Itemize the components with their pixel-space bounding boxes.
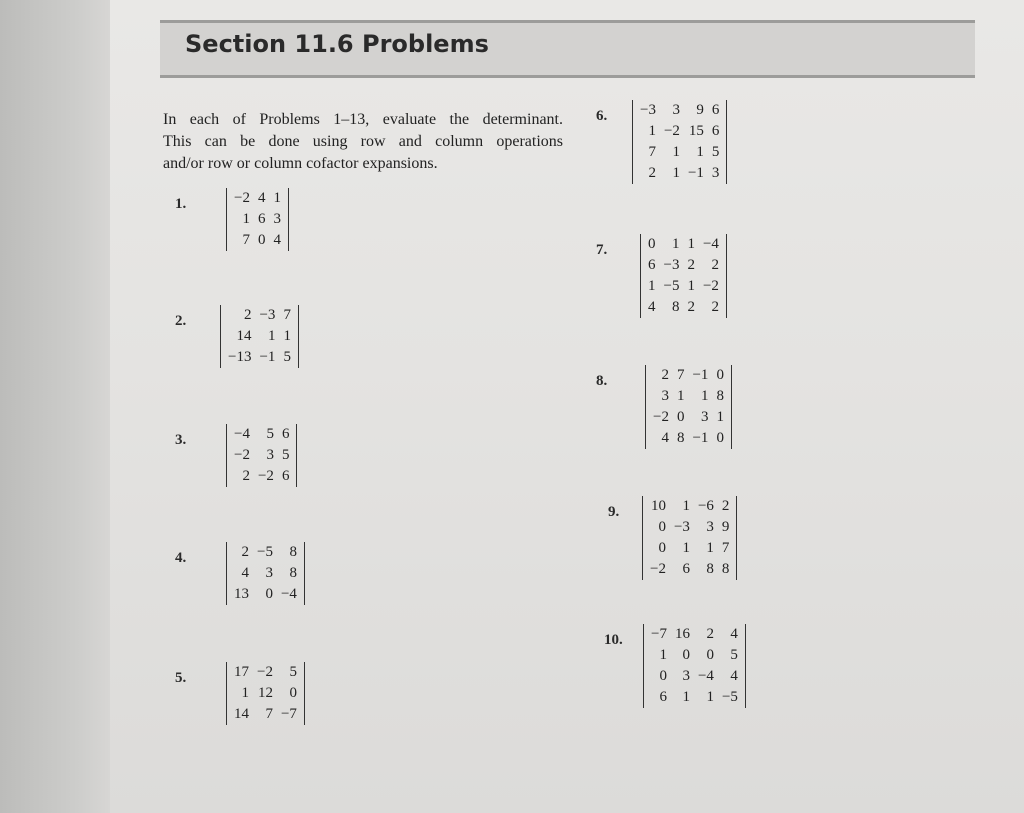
matrix-entry: 6 — [281, 468, 290, 484]
problem-number: 6. — [596, 108, 608, 124]
determinant-matrix — [226, 424, 297, 487]
matrix-entry: 1 — [682, 689, 690, 705]
problem-number: 1. — [175, 196, 187, 212]
matrix-entry: 0 — [289, 685, 297, 701]
matrix-entry: 7 — [283, 307, 291, 323]
problem-number: 9. — [608, 504, 620, 520]
problem-number: 8. — [596, 373, 608, 389]
matrix-entry: 2 — [687, 257, 695, 273]
matrix-entry: 3 — [672, 102, 680, 118]
matrix-entry: 0 — [682, 647, 690, 663]
problem-number: 3. — [175, 432, 187, 448]
matrix-entry: 4 — [730, 626, 738, 642]
matrix-entry: −1 — [259, 349, 276, 365]
matrix-entry: 3 — [265, 565, 273, 581]
matrix-entry: −6 — [697, 498, 714, 514]
matrix-entry: 2 — [711, 299, 719, 315]
problem-number: 2. — [175, 313, 187, 329]
matrix-entry: 9 — [721, 519, 730, 535]
determinant-matrix — [640, 234, 727, 318]
matrix-entry: 1 — [648, 123, 656, 139]
matrix-entry: −2 — [257, 664, 273, 680]
matrix-entry: 3 — [706, 519, 714, 535]
determinant-matrix — [645, 365, 732, 449]
matrix-entry: 7 — [242, 232, 250, 248]
matrix-entry: 1 — [706, 689, 714, 705]
matrix-entry: −2 — [663, 123, 680, 139]
matrix-entry: 8 — [721, 561, 730, 577]
matrix-entry: 7 — [721, 540, 730, 556]
instructions-line: This can be done using row and column operations — [163, 133, 563, 150]
matrix-entry: −1 — [692, 430, 709, 446]
determinant-matrix — [226, 542, 305, 605]
matrix-entry: 5 — [283, 349, 291, 365]
matrix-entry: 1 — [671, 236, 680, 252]
matrix-entry: 4 — [241, 565, 249, 581]
section-title: Section 11.6 Problems — [185, 30, 489, 58]
matrix-entry: 16 — [674, 626, 690, 642]
matrix-entry: −3 — [640, 102, 656, 118]
matrix-entry: 1 — [696, 144, 704, 160]
problem-number: 7. — [596, 242, 608, 258]
matrix-entry: 10 — [650, 498, 666, 514]
matrix-entry: 1 — [659, 647, 667, 663]
matrix-entry: 5 — [730, 647, 738, 663]
matrix-entry: 0 — [257, 232, 266, 248]
matrix-entry: 3 — [266, 447, 274, 463]
matrix-entry: 5 — [289, 664, 297, 680]
matrix-entry: 0 — [658, 540, 666, 556]
matrix-entry: −2 — [702, 278, 719, 294]
matrix-entry: 7 — [648, 144, 656, 160]
matrix-entry: 0 — [648, 236, 656, 252]
matrix-entry: 1 — [672, 165, 680, 181]
matrix-entry: 0 — [676, 409, 685, 425]
matrix-entry: 4 — [648, 299, 656, 315]
matrix-entry: 1 — [687, 278, 695, 294]
matrix-entry: 8 — [289, 565, 297, 581]
instructions-line: In each of Problems 1–13, evaluate the determinant. — [163, 111, 563, 128]
matrix-entry: 0 — [716, 430, 724, 446]
matrix-entry: −5 — [257, 544, 273, 560]
matrix-entry: 14 — [234, 706, 249, 722]
matrix-entry: 2 — [711, 257, 719, 273]
matrix-entry: −4 — [234, 426, 250, 442]
matrix-entry: 8 — [706, 561, 714, 577]
matrix-entry: −4 — [697, 668, 714, 684]
matrix-entry: 2 — [721, 498, 730, 514]
matrix-entry: 3 — [711, 165, 720, 181]
matrix-entry: 1 — [273, 190, 281, 206]
determinant-matrix — [226, 662, 305, 725]
matrix-entry: 12 — [257, 685, 273, 701]
matrix-entry: 1 — [682, 498, 690, 514]
problem-number: 10. — [604, 632, 623, 648]
matrix-entry: −2 — [257, 468, 274, 484]
problem-number: 5. — [175, 670, 187, 686]
page-gutter — [0, 0, 110, 813]
matrix-entry: −2 — [234, 190, 250, 206]
matrix-entry: 1 — [676, 388, 685, 404]
instructions-line: and/or row or column cofactor expansions. — [163, 155, 438, 172]
matrix-entry: 4 — [257, 190, 266, 206]
matrix-entry: 1 — [267, 328, 276, 344]
matrix-entry: −2 — [650, 561, 666, 577]
matrix-entry: −3 — [673, 519, 690, 535]
matrix-entry: 2 — [661, 367, 669, 383]
matrix-entry: 3 — [700, 409, 709, 425]
matrix-entry: −5 — [663, 278, 680, 294]
matrix-entry: 14 — [236, 328, 252, 344]
matrix-entry: 1 — [242, 211, 250, 227]
matrix-entry: 1 — [682, 540, 690, 556]
matrix-entry: 1 — [716, 409, 724, 425]
matrix-entry: 0 — [265, 586, 273, 602]
matrix-entry: −1 — [692, 367, 709, 383]
matrix-entry: 6 — [257, 211, 266, 227]
matrix-entry: −3 — [663, 257, 680, 273]
matrix-entry: −13 — [228, 349, 252, 365]
matrix-entry: −5 — [721, 689, 738, 705]
matrix-entry: 0 — [706, 647, 714, 663]
determinant-matrix — [643, 624, 746, 708]
matrix-entry: 2 — [242, 468, 250, 484]
matrix-entry: 6 — [682, 561, 690, 577]
matrix-entry: 6 — [711, 123, 720, 139]
matrix-entry: −1 — [687, 165, 704, 181]
matrix-entry: 2 — [243, 307, 252, 323]
matrix-entry: 2 — [687, 299, 695, 315]
determinant-matrix — [220, 305, 299, 368]
matrix-entry: −3 — [259, 307, 276, 323]
matrix-entry: 6 — [648, 257, 656, 273]
matrix-entry: 1 — [283, 328, 291, 344]
matrix-entry: 4 — [730, 668, 738, 684]
determinant-matrix — [632, 100, 727, 184]
matrix-entry: −4 — [280, 586, 297, 602]
matrix-entry: 7 — [265, 706, 273, 722]
matrix-entry: 4 — [661, 430, 669, 446]
matrix-entry: −7 — [651, 626, 667, 642]
instructions — [163, 109, 563, 175]
determinant-matrix — [642, 496, 737, 580]
matrix-entry: 8 — [676, 430, 685, 446]
matrix-entry: 0 — [659, 668, 667, 684]
matrix-entry: 6 — [711, 102, 720, 118]
matrix-entry: 6 — [281, 426, 290, 442]
matrix-entry: 17 — [234, 664, 249, 680]
matrix-entry: 7 — [676, 367, 685, 383]
matrix-entry: 2 — [706, 626, 714, 642]
matrix-entry: 1 — [687, 236, 695, 252]
matrix-entry: 8 — [671, 299, 680, 315]
matrix-entry: 3 — [682, 668, 690, 684]
matrix-entry: 4 — [273, 232, 281, 248]
matrix-entry: −4 — [702, 236, 719, 252]
matrix-entry: 1 — [241, 685, 249, 701]
matrix-entry: 8 — [716, 388, 724, 404]
matrix-entry: 5 — [266, 426, 274, 442]
matrix-entry: 1 — [648, 278, 656, 294]
problem-number: 4. — [175, 550, 187, 566]
matrix-entry: −7 — [280, 706, 297, 722]
matrix-entry: 13 — [234, 586, 249, 602]
matrix-entry: 3 — [661, 388, 669, 404]
matrix-entry: 5 — [711, 144, 720, 160]
matrix-entry: 2 — [241, 544, 249, 560]
determinant-matrix — [226, 188, 289, 251]
matrix-entry: 9 — [696, 102, 704, 118]
matrix-entry: 0 — [716, 367, 724, 383]
matrix-entry: 3 — [273, 211, 281, 227]
matrix-entry: −2 — [234, 447, 250, 463]
matrix-entry: −2 — [653, 409, 669, 425]
matrix-entry: 2 — [648, 165, 656, 181]
matrix-entry: 1 — [706, 540, 714, 556]
matrix-entry: 15 — [688, 123, 704, 139]
matrix-entry: 8 — [289, 544, 297, 560]
matrix-entry: 1 — [700, 388, 709, 404]
matrix-entry: 6 — [659, 689, 667, 705]
matrix-entry: 5 — [281, 447, 290, 463]
matrix-entry: 1 — [672, 144, 680, 160]
matrix-entry: 0 — [658, 519, 666, 535]
